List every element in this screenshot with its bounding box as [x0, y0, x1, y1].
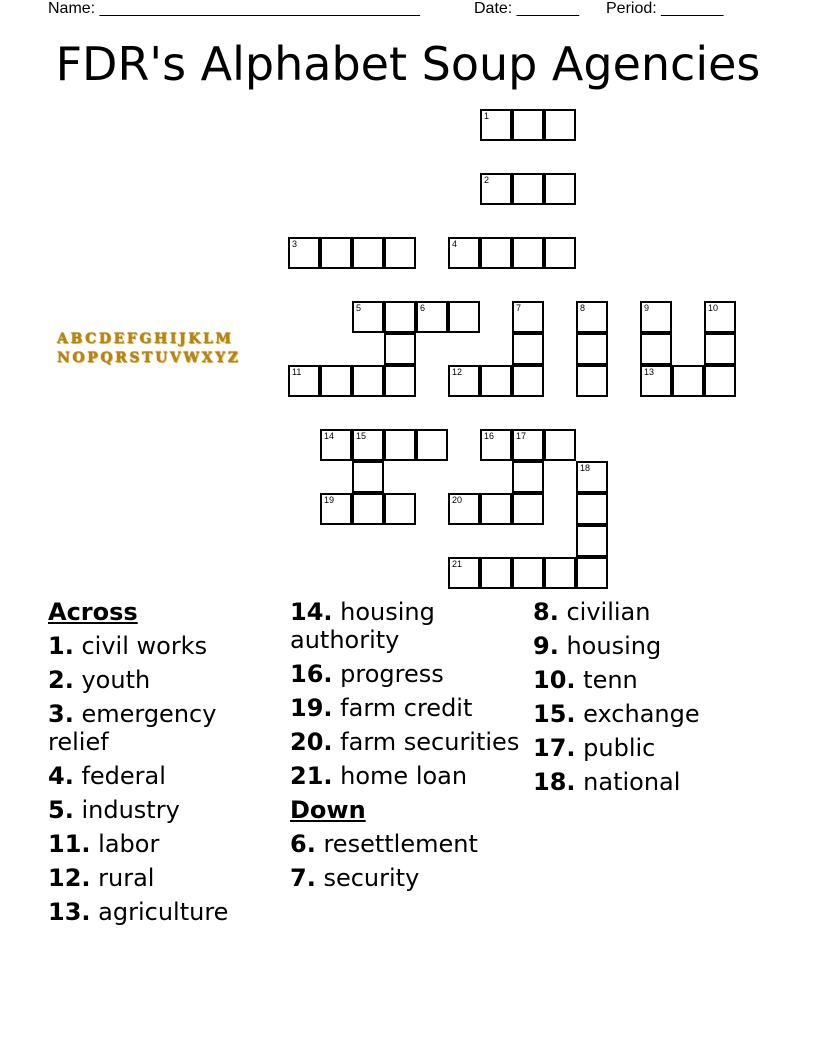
- cell-number: 15: [356, 431, 367, 441]
- crossword-cell[interactable]: [448, 365, 480, 397]
- crossword-cell[interactable]: [576, 557, 608, 589]
- crossword-cell[interactable]: [512, 429, 544, 461]
- crossword-cell[interactable]: [480, 173, 512, 205]
- cell-number: 16: [484, 431, 495, 441]
- clue-item: 4. federal: [48, 762, 166, 790]
- crossword-cell[interactable]: [320, 237, 352, 269]
- clue-item: 18. national: [533, 768, 681, 796]
- date-field[interactable]: Date: _______: [474, 0, 579, 17]
- crossword-cell[interactable]: [288, 237, 320, 269]
- crossword-cell[interactable]: [544, 557, 576, 589]
- clue-item: 13. agriculture: [48, 898, 229, 926]
- crossword-cell[interactable]: [352, 461, 384, 493]
- clue-item: 7. security: [290, 864, 420, 892]
- crossword-cell[interactable]: [640, 365, 672, 397]
- cell-number: 6: [420, 303, 426, 313]
- crossword-cell[interactable]: [512, 109, 544, 141]
- crossword-cell[interactable]: [288, 365, 320, 397]
- clue-item: 12. rural: [48, 864, 155, 892]
- across-heading: Across: [48, 598, 138, 626]
- cell-number: 14: [324, 431, 335, 441]
- cell-number: 9: [644, 303, 650, 313]
- clue-item: 21. home loan: [290, 762, 468, 790]
- crossword-cell[interactable]: [512, 365, 544, 397]
- clues-column-3: [533, 598, 768, 802]
- crossword-cell[interactable]: [384, 365, 416, 397]
- clue-item: 10. tenn: [533, 666, 638, 694]
- crossword-cell[interactable]: [576, 365, 608, 397]
- cell-number: 17: [516, 431, 527, 441]
- cell-number: 12: [452, 367, 463, 377]
- crossword-cell[interactable]: [352, 493, 384, 525]
- crossword-cell[interactable]: [512, 461, 544, 493]
- crossword-cell[interactable]: [704, 333, 736, 365]
- crossword-cell[interactable]: [320, 493, 352, 525]
- crossword-cell[interactable]: [416, 429, 448, 461]
- cell-number: 10: [708, 303, 719, 313]
- clue-item: 3. emergency relief: [48, 700, 217, 756]
- crossword-cell[interactable]: [640, 301, 672, 333]
- crossword-cell[interactable]: [384, 429, 416, 461]
- cell-number: 11: [292, 367, 302, 377]
- clue-item: 20. farm securities: [290, 728, 520, 756]
- crossword-cell[interactable]: [384, 493, 416, 525]
- crossword-cell[interactable]: [448, 557, 480, 589]
- crossword-cell[interactable]: [544, 173, 576, 205]
- cell-number: 19: [324, 495, 335, 505]
- cell-number: 8: [580, 303, 586, 313]
- clue-item: 6. resettlement: [290, 830, 478, 858]
- clue-item: 5. industry: [48, 796, 180, 824]
- crossword-cell[interactable]: [384, 301, 416, 333]
- cell-number: 4: [452, 239, 458, 249]
- crossword-cell[interactable]: [544, 237, 576, 269]
- crossword-cell[interactable]: [480, 237, 512, 269]
- cell-number: 2: [484, 175, 490, 185]
- crossword-cell[interactable]: [480, 109, 512, 141]
- crossword-cell[interactable]: [352, 365, 384, 397]
- crossword-cell[interactable]: [480, 493, 512, 525]
- crossword-cell[interactable]: [576, 493, 608, 525]
- crossword-cell[interactable]: [320, 429, 352, 461]
- clue-item: 14. housing authority: [290, 598, 435, 654]
- crossword-cell[interactable]: [704, 301, 736, 333]
- crossword-cell[interactable]: [512, 493, 544, 525]
- crossword-cell[interactable]: [512, 237, 544, 269]
- crossword-cell[interactable]: [448, 301, 480, 333]
- clue-item: 15. exchange: [533, 700, 700, 728]
- crossword-cell[interactable]: [576, 301, 608, 333]
- crossword-cell[interactable]: [352, 301, 384, 333]
- crossword-cell[interactable]: [320, 365, 352, 397]
- clue-item: 19. farm credit: [290, 694, 473, 722]
- crossword-cell[interactable]: [512, 173, 544, 205]
- clues-column-2: [290, 598, 525, 898]
- cell-number: 5: [356, 303, 362, 313]
- clue-item: 8. civilian: [533, 598, 651, 626]
- crossword-cell[interactable]: [544, 109, 576, 141]
- clue-item: 9. housing: [533, 632, 662, 660]
- crossword-cell[interactable]: [480, 429, 512, 461]
- crossword-cell[interactable]: [640, 333, 672, 365]
- crossword-cell[interactable]: [512, 557, 544, 589]
- crossword-cell[interactable]: [576, 461, 608, 493]
- crossword-cell[interactable]: [512, 301, 544, 333]
- cell-number: 20: [452, 495, 463, 505]
- cell-number: 3: [292, 239, 298, 249]
- name-field[interactable]: Name: ____________________________________: [48, 0, 420, 17]
- crossword-cell[interactable]: [480, 557, 512, 589]
- period-field[interactable]: Period: _______: [606, 0, 724, 17]
- crossword-cell[interactable]: [448, 237, 480, 269]
- page-title: FDR's Alphabet Soup Agencies: [55, 37, 761, 91]
- clue-item: 17. public: [533, 734, 656, 762]
- clue-item: 11. labor: [48, 830, 160, 858]
- cell-number: 21: [452, 559, 463, 569]
- crossword-cell[interactable]: [704, 365, 736, 397]
- crossword-cell[interactable]: [672, 365, 704, 397]
- crossword-cell[interactable]: [384, 333, 416, 365]
- crossword-cell[interactable]: [480, 365, 512, 397]
- letters-row-2: NOPQRSTUVWXYZ: [57, 350, 241, 366]
- clue-item: 1. civil works: [48, 632, 208, 660]
- down-heading: Down: [290, 796, 366, 824]
- clue-item: 2. youth: [48, 666, 151, 694]
- letters-row-1: ABCDEFGHIJKLM: [57, 331, 234, 347]
- crossword-cell[interactable]: [512, 333, 544, 365]
- crossword-cell[interactable]: [352, 429, 384, 461]
- crossword-cell[interactable]: [416, 301, 448, 333]
- crossword-cell[interactable]: [352, 237, 384, 269]
- crossword-cell[interactable]: [384, 237, 416, 269]
- cell-number: 13: [644, 367, 655, 377]
- clues-column-1: [48, 598, 283, 932]
- crossword-cell[interactable]: [448, 493, 480, 525]
- cell-number: 18: [580, 463, 591, 473]
- crossword-cell[interactable]: [576, 525, 608, 557]
- cell-number: 7: [516, 303, 522, 313]
- cell-number: 1: [484, 111, 490, 121]
- crossword-cell[interactable]: [576, 333, 608, 365]
- crossword-cell[interactable]: [544, 429, 576, 461]
- clue-item: 16. progress: [290, 660, 444, 688]
